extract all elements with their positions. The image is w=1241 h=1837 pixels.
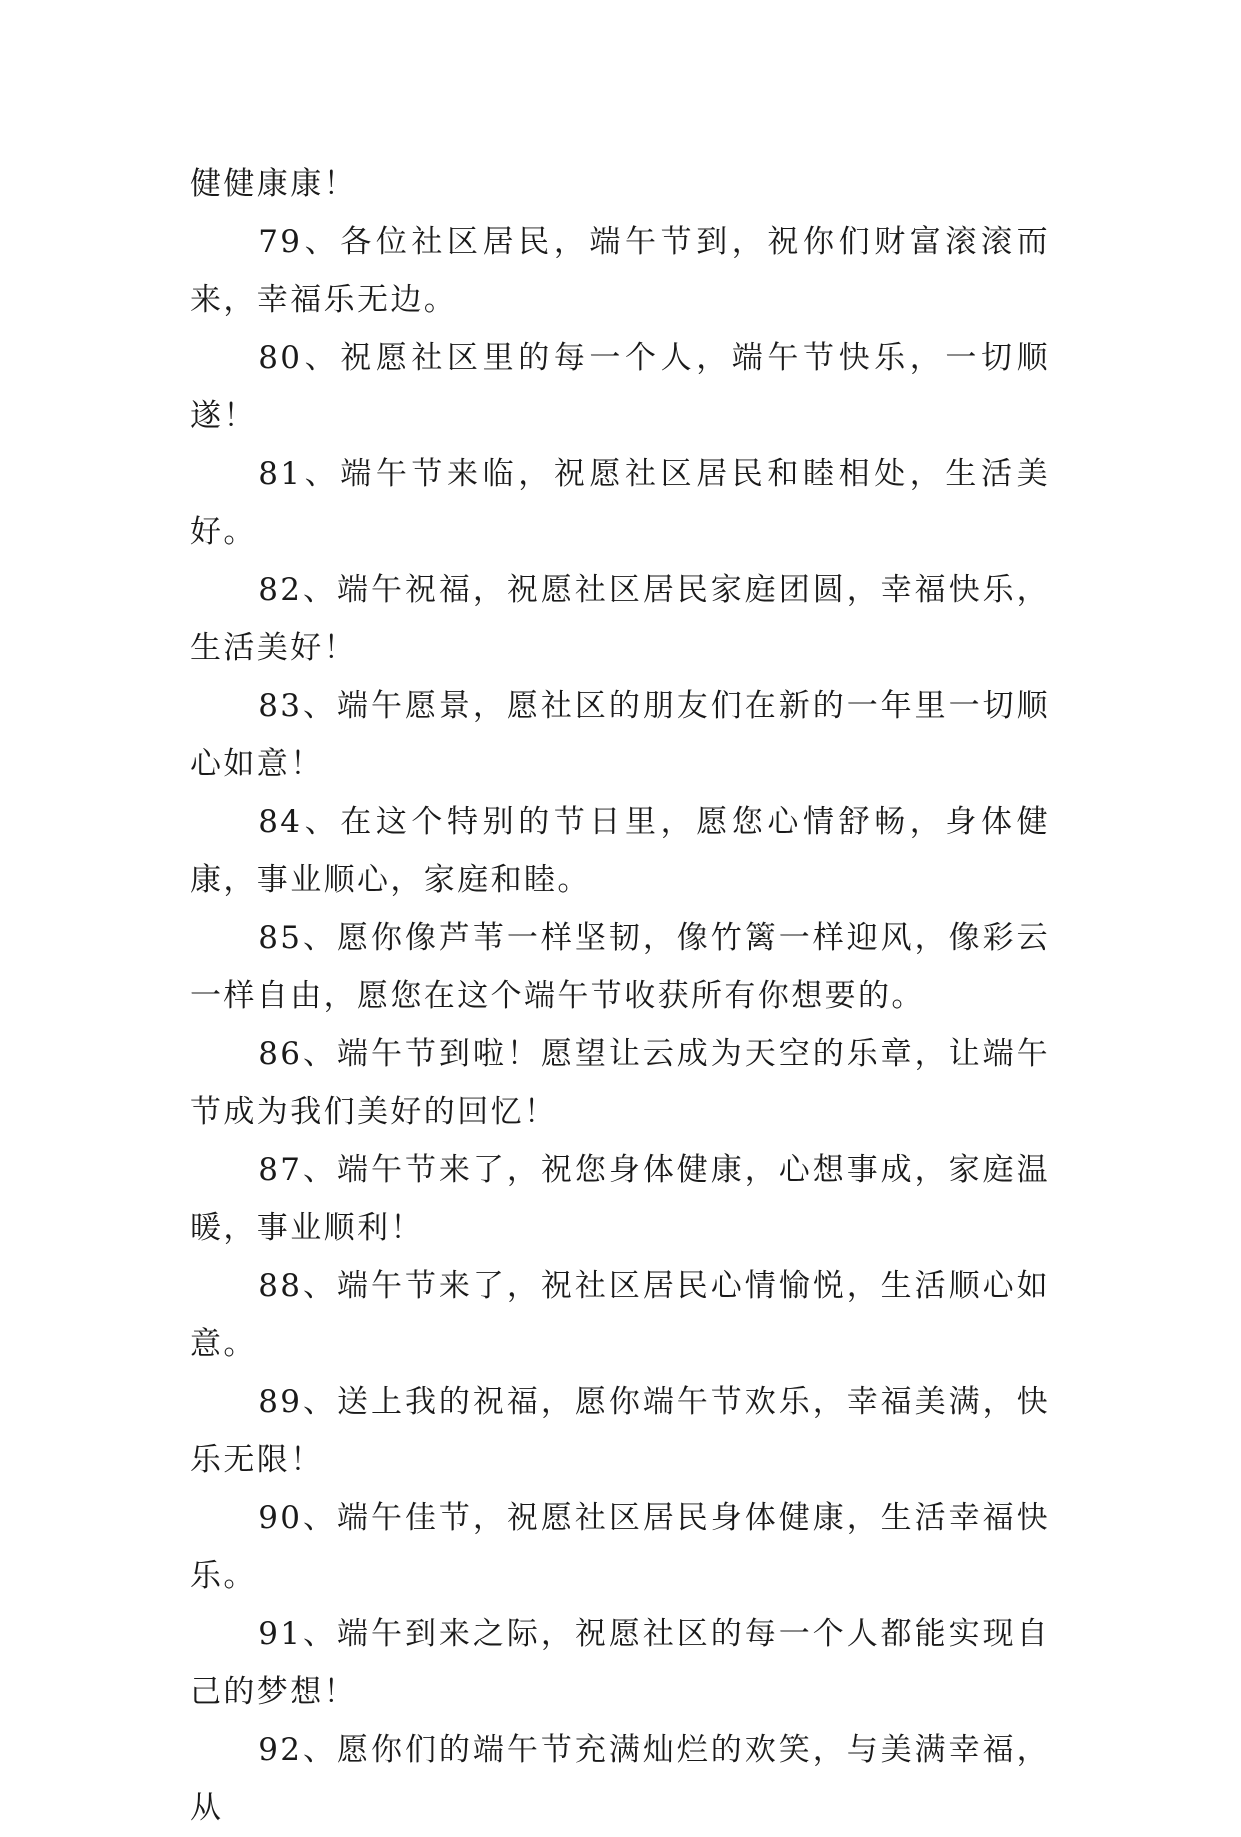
paragraph-item-82: 82、端午祝福，祝愿社区居民家庭团圆，幸福快乐，生活美好！ <box>190 572 1050 666</box>
paragraph-item-80: 80、祝愿社区里的每一个人，端午节快乐，一切顺遂！ <box>190 340 1050 434</box>
paragraph-item-86: 86、端午节到啦！愿望让云成为天空的乐章，让端午节成为我们美好的回忆！ <box>190 1036 1050 1130</box>
paragraph-item-85: 85、愿你像芦苇一样坚韧，像竹篱一样迎风，像彩云一样自由，愿您在这个端午节收获所有你想要的。 <box>190 920 1050 1014</box>
paragraph-item-79: 79、各位社区居民，端午节到，祝你们财富滚滚而来，幸福乐无边。 <box>190 224 1050 318</box>
paragraph-item-91: 91、端午到来之际，祝愿社区的每一个人都能实现自己的梦想！ <box>190 1616 1050 1710</box>
paragraph-item-87: 87、端午节来了，祝您身体健康，心想事成，家庭温暖，事业顺利！ <box>190 1152 1050 1246</box>
paragraph-item-92: 92、愿你们的端午节充满灿烂的欢笑，与美满幸福，从 <box>190 1732 1050 1826</box>
paragraph-item-88: 88、端午节来了，祝社区居民心情愉悦，生活顺心如意。 <box>190 1268 1050 1362</box>
paragraph-item-81: 81、端午节来临，祝愿社区居民和睦相处，生活美好。 <box>190 456 1050 550</box>
paragraph-item-90: 90、端午佳节，祝愿社区居民身体健康，生活幸福快乐。 <box>190 1500 1050 1594</box>
document-body <box>190 155 1050 1837</box>
paragraph-item-83: 83、端午愿景，愿社区的朋友们在新的一年里一切顺心如意！ <box>190 688 1050 782</box>
paragraph-item-89: 89、送上我的祝福，愿你端午节欢乐，幸福美满，快乐无限！ <box>190 1384 1050 1478</box>
paragraph-continuation: 健健康康！ <box>190 166 357 202</box>
paragraph-item-84: 84、在这个特别的节日里，愿您心情舒畅，身体健康，事业顺心，家庭和睦。 <box>190 804 1050 898</box>
